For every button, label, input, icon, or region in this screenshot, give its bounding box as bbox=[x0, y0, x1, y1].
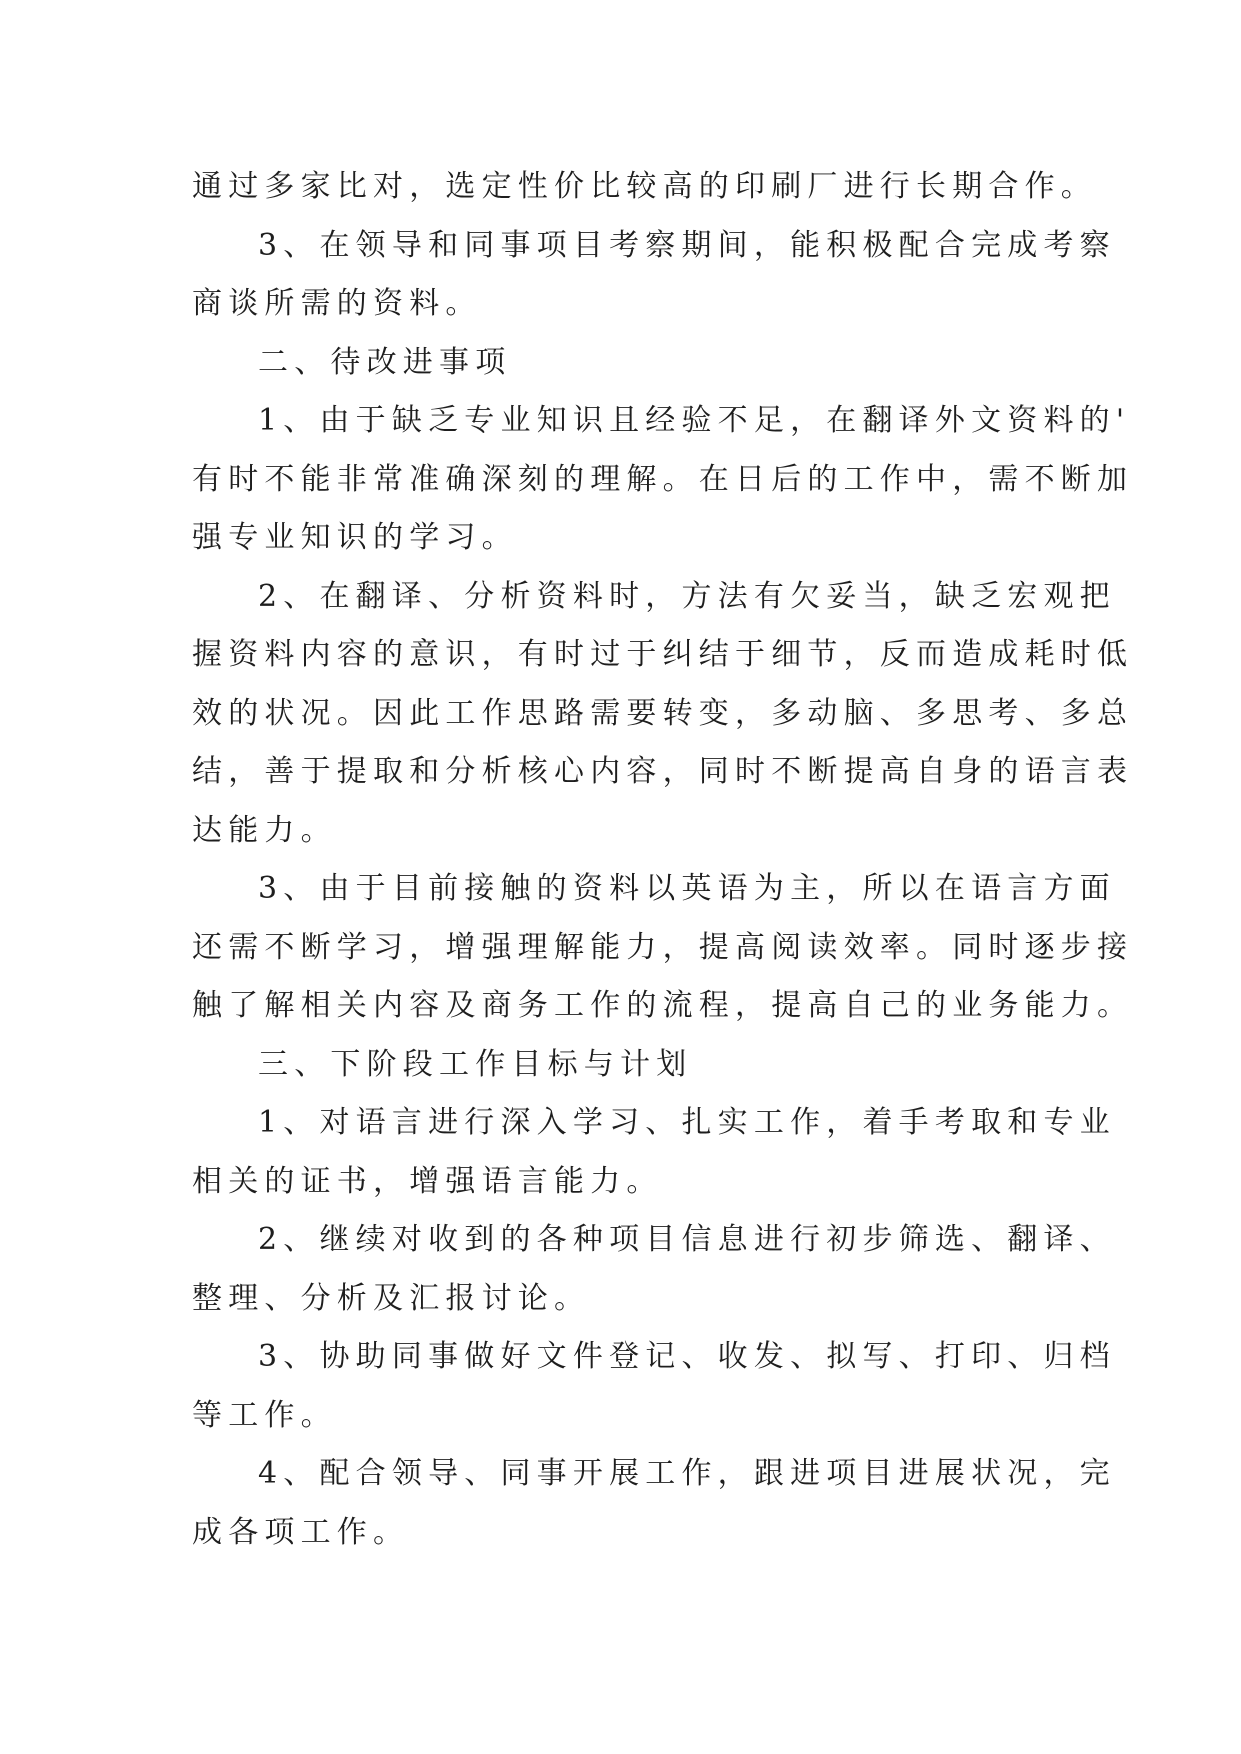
text-line: 通过多家比对，选定性价比较高的印刷厂进行长期合作。 bbox=[192, 169, 1097, 204]
text-line: 握资料内容的意识，有时过于纠结于细节，反而造成耗时低 bbox=[192, 637, 1134, 672]
text-line: 有时不能非常准确深刻的理解。在日后的工作中，需不断加 bbox=[192, 461, 1134, 497]
text-line: 1、由于缺乏专业知识且经验不足，在翻译外文资料的' bbox=[258, 403, 1131, 438]
text-line: 达能力。 bbox=[192, 812, 337, 848]
text-line: 结，善于提取和分析核心内容，同时不断提高自身的语言表 bbox=[192, 754, 1134, 789]
document-body bbox=[192, 158, 1134, 1562]
text-line: 整理、分析及汇报讨论。 bbox=[192, 1280, 591, 1316]
text-line: 1、对语言进行深入学习、扎实工作，着手考取和专业 bbox=[258, 1105, 1116, 1140]
text-line: 效的状况。因此工作思路需要转变，多动脑、多思考、多总 bbox=[192, 695, 1134, 731]
text-line: 相关的证书，增强语言能力。 bbox=[192, 1163, 663, 1199]
text-line: 3、由于目前接触的资料以英语为主，所以在语言方面 bbox=[258, 871, 1116, 906]
text-line: 触了解相关内容及商务工作的流程，提高自己的业务能力。 bbox=[192, 988, 1134, 1023]
text-line: 成各项工作。 bbox=[192, 1514, 410, 1550]
section-heading: 三、下阶段工作目标与计划 bbox=[258, 1046, 693, 1082]
text-line: 2、继续对收到的各种项目信息进行初步筛选、翻译、 bbox=[258, 1222, 1116, 1257]
text-line: 还需不断学习，增强理解能力，提高阅读效率。同时逐步接 bbox=[192, 929, 1134, 965]
section-heading: 二、待改进事项 bbox=[258, 344, 512, 380]
text-line: 商谈所需的资料。 bbox=[192, 286, 482, 321]
text-line: 3、协助同事做好文件登记、收发、拟写、打印、归档 bbox=[258, 1339, 1116, 1374]
text-line: 等工作。 bbox=[192, 1397, 337, 1433]
text-line: 强专业知识的学习。 bbox=[192, 520, 518, 555]
text-line: 4、配合领导、同事开展工作，跟进项目进展状况，完 bbox=[258, 1456, 1116, 1491]
text-line: 3、在领导和同事项目考察期间，能积极配合完成考察 bbox=[258, 227, 1116, 263]
text-line: 2、在翻译、分析资料时，方法有欠妥当，缺乏宏观把 bbox=[258, 578, 1116, 614]
